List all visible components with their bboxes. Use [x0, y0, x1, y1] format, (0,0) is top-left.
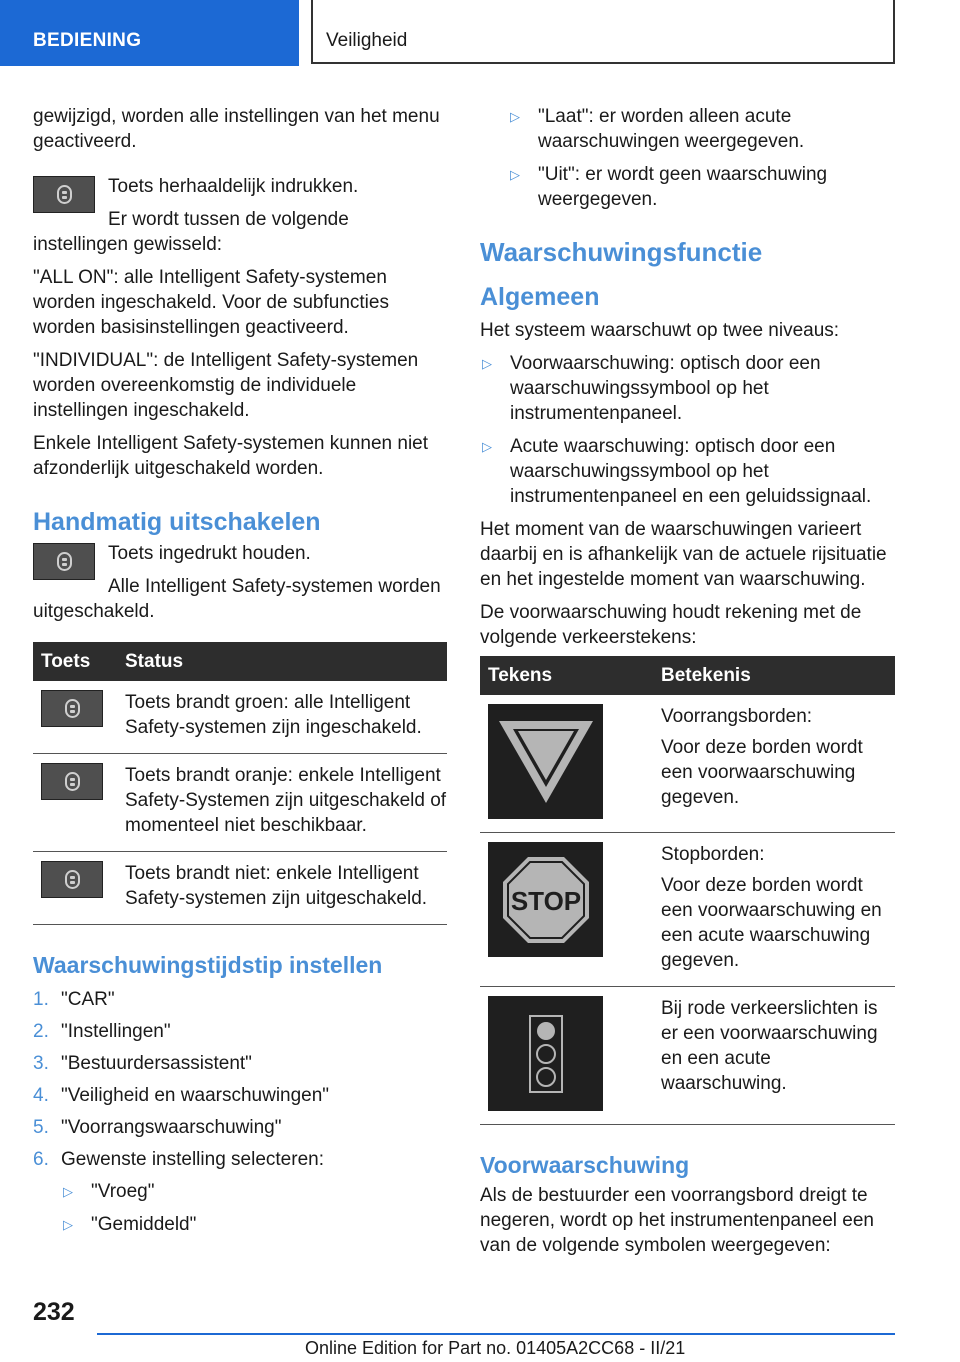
footer-divider — [97, 1333, 895, 1335]
list-item: 3. "Bestuurdersassistent" — [33, 1053, 252, 1074]
safety-button-icon — [57, 185, 72, 204]
list-item: ▷ "Gemiddeld" — [63, 1214, 197, 1235]
list-item: ▷ "Uit": er wordt geen waarschuwing weergegeven. — [510, 164, 828, 210]
intro-text: gewijzigd, worden alle instellingen van het menu geactiveerd. — [33, 106, 440, 152]
button-instruction-block — [33, 174, 447, 257]
hold-button-text: Toets ingedrukt houden. — [108, 543, 311, 564]
list-item: 1. "CAR" — [33, 989, 115, 1010]
list-item: ▷ Voorwaarschuwing: optisch door een waarschuwingssymbool op het instrumentenpaneel. — [482, 353, 821, 424]
button-orange-image — [41, 763, 103, 800]
traffic-light-image — [488, 996, 603, 1111]
col-toets-header: Toets — [33, 642, 117, 681]
page-number: 232 — [33, 1298, 75, 1326]
section-tab — [0, 0, 299, 66]
safety-button-icon — [65, 699, 80, 718]
table-row — [33, 852, 447, 925]
stop-sign-label: STOP — [510, 885, 581, 916]
safety-button-icon — [65, 870, 80, 889]
list-item: ▷ "Laat": er worden alleen acute waarschuwingen weergegeven. — [510, 106, 805, 152]
yield-sign-icon — [496, 717, 596, 807]
all-on-text: "ALL ON": alle Intelligent Safety-systemen worden ingeschakeld. Voor de subfuncties worden basisinstellingen geactiveerd. — [33, 267, 389, 338]
manual-instruction-block — [33, 541, 447, 624]
table-row — [480, 833, 895, 987]
safety-button-image — [33, 176, 95, 213]
function-heading: Waarschuwingsfunctie — [480, 237, 763, 267]
table-row — [480, 695, 895, 833]
table-row — [480, 987, 895, 1125]
prewarn-signs-text: De voorwaarschuwing houdt rekening met de volgende verkeerstekens: — [480, 602, 862, 648]
triangle-bullet-icon: ▷ — [63, 1184, 73, 1199]
individual-text: "INDIVIDUAL": de Intelligent Safety-systemen worden overeenkomstig de individuele instellingen ingeschakeld. — [33, 350, 419, 421]
col-status-header: Status — [117, 642, 447, 681]
all-off-text: Alle Intelligent Safety-systemen worden uitgeschakeld. — [33, 576, 441, 622]
list-item: 2. "Instellingen" — [33, 1021, 171, 1042]
button-green-image — [41, 690, 103, 727]
list-item: 6. Gewenste instelling selecteren: — [33, 1149, 324, 1170]
safety-button-icon — [57, 552, 72, 571]
table-row — [33, 681, 447, 754]
prewarn-heading: Voorwaarschuwing — [480, 1152, 690, 1178]
status-table — [33, 642, 447, 925]
moment-text: Het moment van de waarschuwingen varieert daarbij en is afhankelijk van de actuele rijsituatie en het ingestelde moment van waarschuwing. — [480, 519, 887, 590]
safety-button-image — [33, 543, 95, 580]
sign-text: Voor deze borden wordt een voorwaarschuwing en een acute waarschuwing gegeven. — [661, 875, 882, 971]
right-column — [480, 104, 895, 1266]
list-item: 5. "Voorrangswaarschuwing" — [33, 1117, 282, 1138]
prewarn-text: Als de bestuurder een voorrangsbord dreigt te negeren, wordt op het instrumentenpaneel een van de volgende symbolen weergegeven: — [480, 1185, 874, 1256]
safety-button-icon — [65, 772, 80, 791]
header-title-box — [311, 0, 895, 64]
button-off-image — [41, 861, 103, 898]
triangle-bullet-icon: ▷ — [510, 109, 520, 124]
sign-title: Stopborden: — [661, 844, 765, 865]
general-heading: Algemeen — [480, 283, 600, 311]
triangle-bullet-icon: ▷ — [510, 167, 520, 182]
section-label: BEDIENING — [33, 30, 142, 51]
steps-list — [33, 987, 447, 1237]
press-repeat-text: Toets herhaaldelijk indrukken. — [108, 176, 359, 197]
traffic-light-icon — [526, 1014, 566, 1094]
sign-title: Voorrangsborden: — [661, 706, 813, 727]
yield-sign-image — [488, 704, 603, 819]
sign-text: Voor deze borden wordt een voorwaarschuwing gegeven. — [661, 737, 863, 808]
list-item: 4. "Veiligheid en waarschuwingen" — [33, 1085, 330, 1106]
col-betekenis-header: Betekenis — [653, 656, 895, 695]
manual-heading: Handmatig uitschakelen — [33, 508, 321, 536]
left-column — [33, 104, 447, 1245]
status-text: Toets brandt oranje: enkele Intelligent Safety-Systemen zijn uitgeschakeld of momenteel niet beschikbaar. — [117, 754, 447, 852]
list-item: ▷ Acute waarschuwing: optisch door een waarschuwingssymbool op het instrumentenpaneel en een geluidssignaal. — [482, 436, 872, 507]
signs-table — [480, 656, 895, 1125]
list-item: ▷ "Vroeg" — [63, 1181, 155, 1202]
table-row — [33, 754, 447, 852]
sign-text: Bij rode verkeerslichten is er een voorwaarschuwing en een acute waarschuwing. — [661, 998, 878, 1094]
stop-sign-icon — [501, 855, 591, 945]
triangle-bullet-icon: ▷ — [482, 356, 492, 371]
timing-heading: Waarschuwingstijdstip instellen — [33, 952, 383, 978]
two-levels-text: Het systeem waarschuwt op twee niveaus: — [480, 320, 840, 341]
page-title: Veiligheid — [326, 30, 408, 51]
status-text: Toets brandt niet: enkele Intelligent Safety-systemen zijn uitgeschakeld. — [117, 852, 447, 925]
stop-sign-image — [488, 842, 603, 957]
triangle-bullet-icon: ▷ — [482, 439, 492, 454]
footer-edition: Online Edition for Part no. 01405A2CC68 - II/21 — [305, 1338, 686, 1358]
status-text: Toets brandt groen: alle Intelligent Safety-systemen zijn ingeschakeld. — [117, 681, 447, 754]
some-systems-text: Enkele Intelligent Safety-systemen kunnen niet afzonderlijk uitgeschakeld worden. — [33, 433, 429, 479]
col-tekens-header: Tekens — [480, 656, 653, 695]
triangle-bullet-icon: ▷ — [63, 1217, 73, 1232]
switch-between-text: Er wordt tussen de volgende instellingen gewisseld: — [33, 209, 349, 255]
